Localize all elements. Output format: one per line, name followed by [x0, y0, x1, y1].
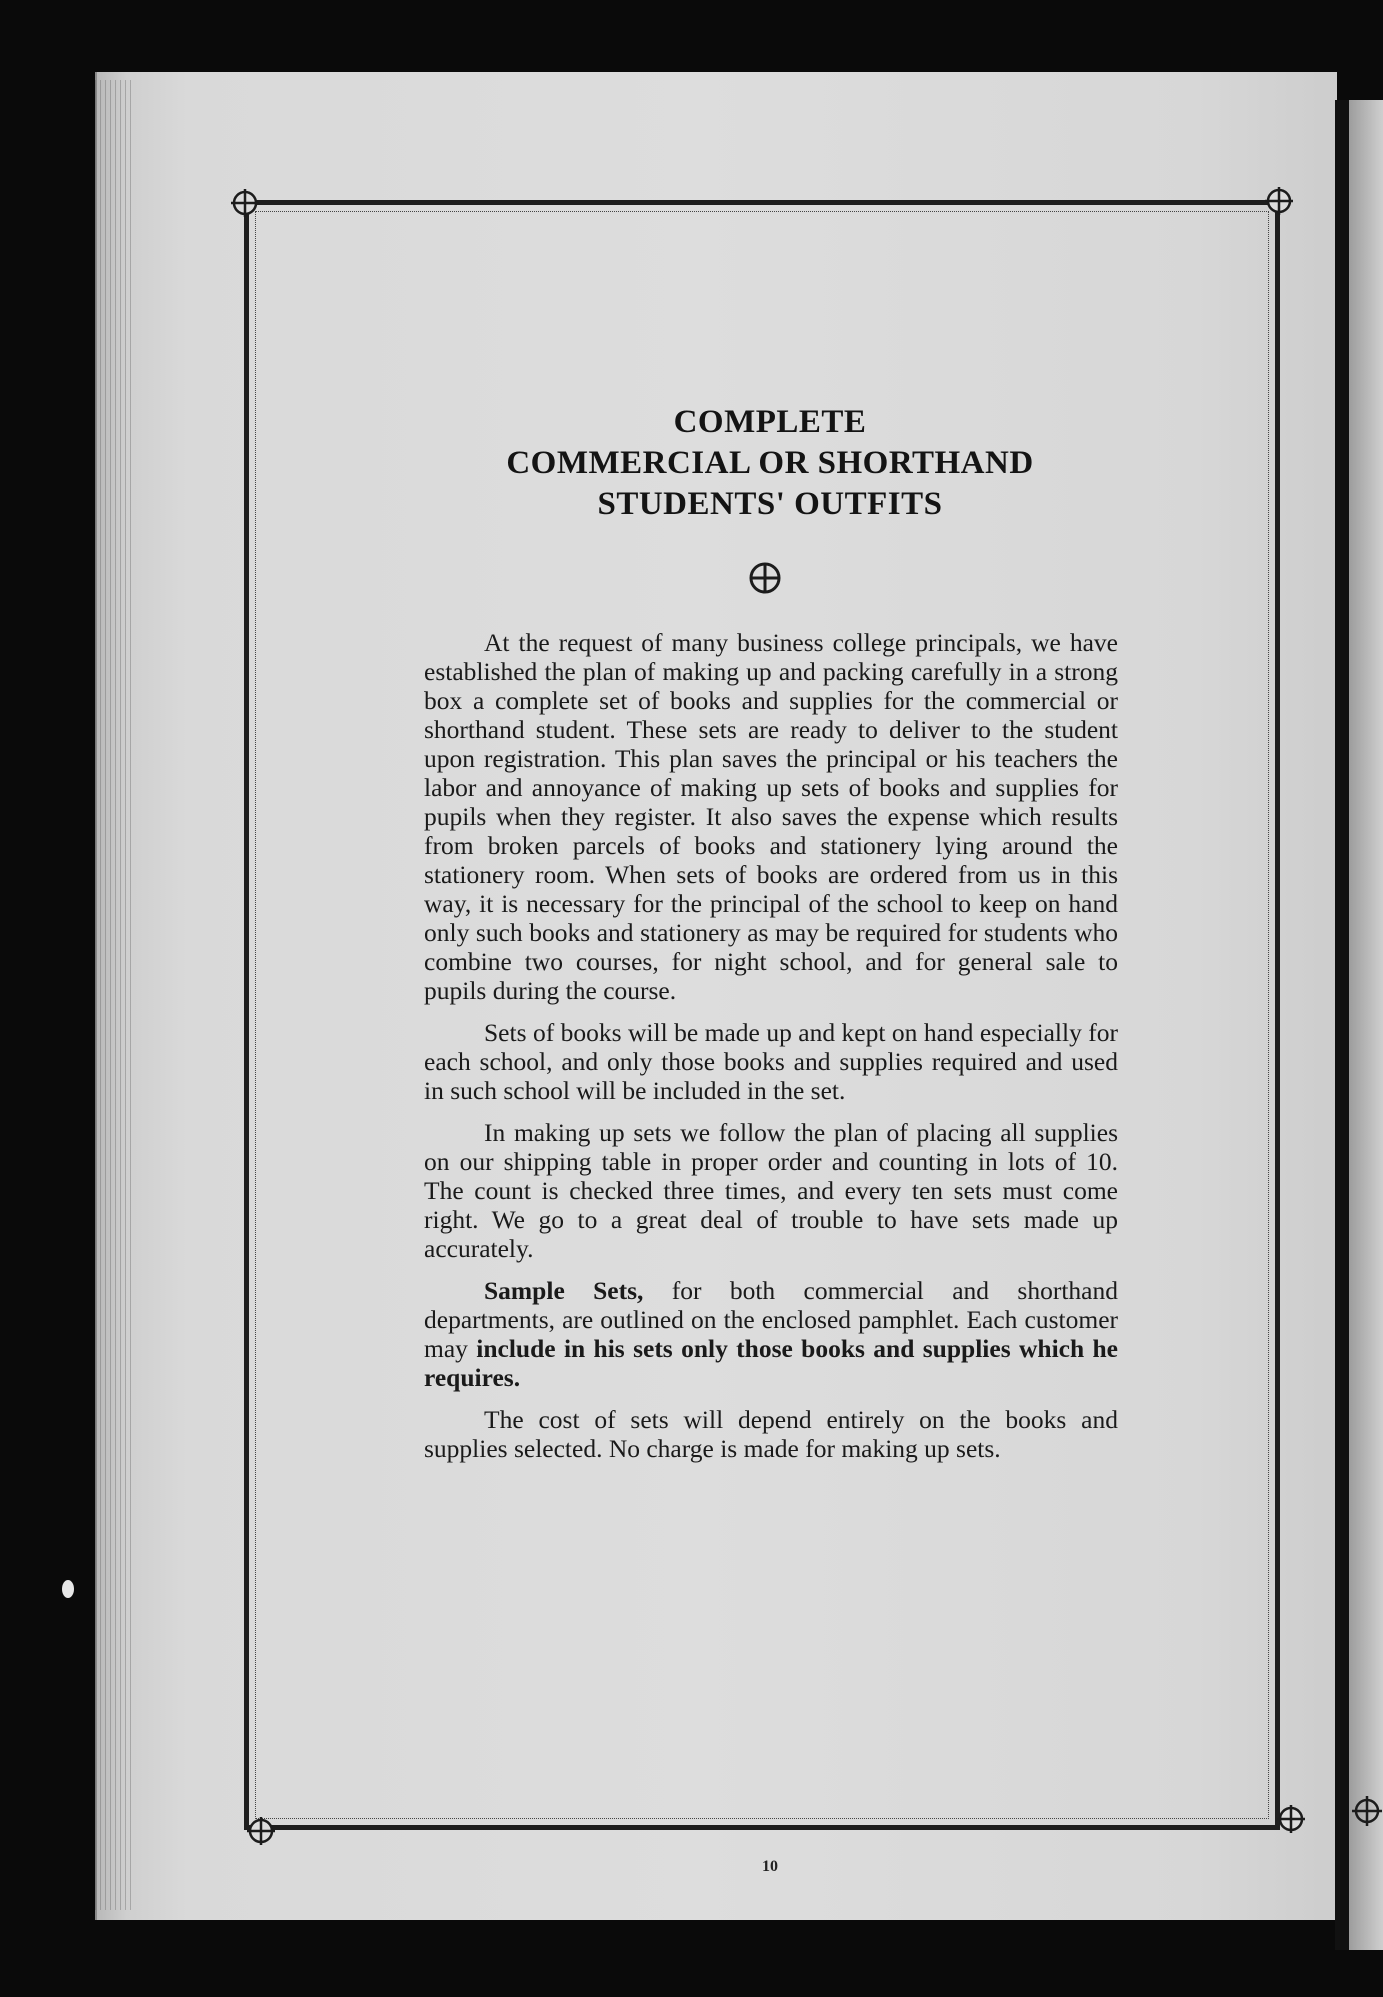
page-edge-stack [95, 80, 135, 1910]
page-title [380, 402, 1160, 525]
circle-cross-ornament-icon [244, 1814, 278, 1848]
paragraph-1: At the request of many business college principals, we have established the plan of making up and packing carefully in a strong box a complete set of books and supplies for the commercial or shorthand student. These sets are ready to deliver to the student upon registration. This plan saves the principal or his teachers the labor and annoyance of making up sets of books and supplies for pupils when they register. It also saves the expense which results from broken parcels of books and stationery lying around the stationery room. When sets of books are ordered from us in this way, it is necessary for the principal of the school to keep on hand only such books and stationery as may be required for students who combine two courses, for night school, and for general sale to pupils during the course. [424, 628, 1118, 1005]
title-line-1: COMPLETE [673, 404, 867, 440]
paragraph-4-emphasis: include in his sets only those books and supplies which he requires. [424, 1334, 1118, 1392]
circle-cross-ornament-icon [1352, 1796, 1382, 1826]
circle-cross-ornament-icon [747, 560, 783, 596]
facing-page-edge [1349, 100, 1383, 1950]
circle-cross-ornament-icon [1262, 184, 1296, 218]
circle-cross-ornament-icon [1274, 1802, 1308, 1836]
circle-cross-ornament-icon [228, 186, 262, 220]
paragraph-5: The cost of sets will depend entirely on the books and supplies selected. No charge is made for making up sets. [424, 1405, 1118, 1463]
sample-sets-lead: Sample Sets, [484, 1276, 644, 1305]
scan-speck [62, 1580, 74, 1598]
title-line-2: COMMERCIAL OR SHORTHAND [506, 445, 1034, 481]
paragraph-4-text: for both commercial and shorthand departments, are outlined on the enclosed pamphlet. Each customer may [424, 1276, 1118, 1363]
page-number: 10 [762, 1858, 778, 1875]
body-text [424, 628, 1118, 1476]
book-spine [1335, 100, 1349, 1950]
title-line-3: STUDENTS' OUTFITS [597, 486, 943, 522]
paragraph-4 [424, 1276, 1118, 1392]
paragraph-2: Sets of books will be made up and kept on hand especially for each school, and only those books and supplies required and used in such school will be included in the set. [424, 1018, 1118, 1105]
paragraph-3: In making up sets we follow the plan of placing all supplies on our shipping table in proper order and counting in lots of 10. The count is checked three times, and every ten sets must come right. We go to a great deal of trouble to have sets made up accurately. [424, 1118, 1118, 1263]
